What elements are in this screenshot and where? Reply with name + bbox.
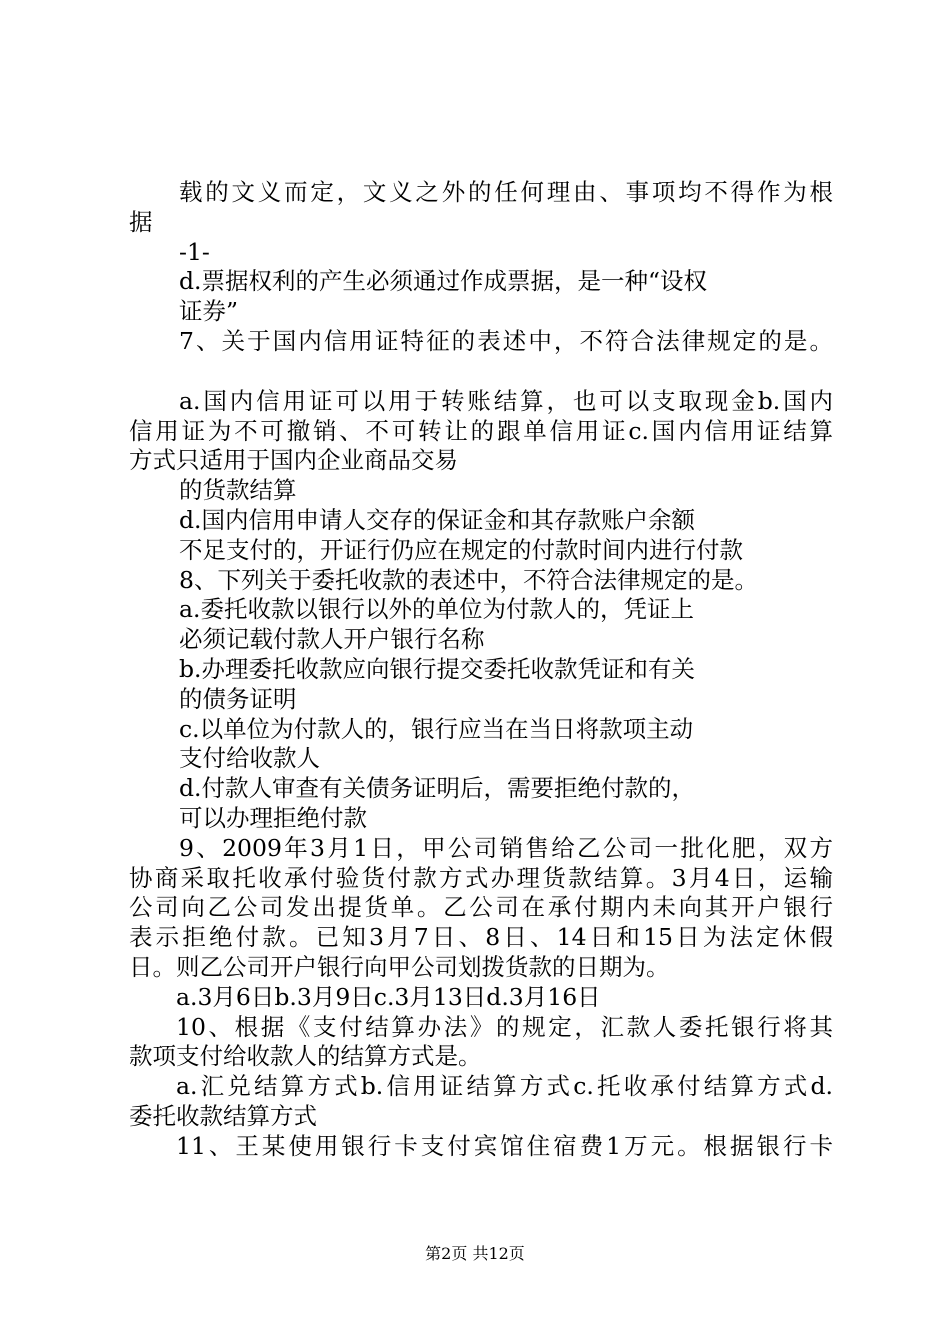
text-line: 支付给收款人 <box>179 744 320 773</box>
text-line: 公司向乙公司发出提货单。乙公司在承付期内未向其开户银行 <box>129 893 833 922</box>
text-line: 款项支付给收款人的结算方式是。 <box>129 1042 482 1071</box>
text-line: 信用证为不可撤销、不可转让的跟单信用证c.国内信用证结算 <box>129 416 833 445</box>
text-line: b.办理委托收款应向银行提交委托收款凭证和有关 <box>179 654 696 683</box>
text-line: 的货款结算 <box>179 476 297 505</box>
document-body <box>129 178 833 1162</box>
text-line: 协商采取托收承付验货付款方式办理货款结算。3月4日，运输 <box>129 863 833 892</box>
page-footer: 第2页 共12页 <box>425 1244 525 1263</box>
text-line: 必须记载付款人开户银行名称 <box>179 625 485 654</box>
text-line: d.国内信用申请人交存的保证金和其存款账户余额 <box>179 505 696 534</box>
text-line: 方式只适用于国内企业商品交易 <box>129 446 458 475</box>
text-line: 日。则乙公司开户银行向甲公司划拨货款的日期为。 <box>129 952 670 981</box>
question-7: 7、关于国内信用证特征的表述中，不符合法律规定的是。 <box>179 326 833 355</box>
question-9: 9、2009年3月1日，甲公司销售给乙公司一批化肥，双方 <box>179 833 833 862</box>
text-line: 载的文义而定，文义之外的任何理由、事项均不得作为根 <box>179 178 833 206</box>
text-line: 据 <box>129 207 153 236</box>
text-line: c.以单位为付款人的，银行应当在当日将款项主动 <box>179 714 694 743</box>
text-line: d.付款人审查有关债务证明后，需要拒绝付款的， <box>179 774 696 803</box>
text-line: a.3月6日b.3月9日c.3月13日d.3月16日 <box>176 982 601 1011</box>
question-11: 11、王某使用银行卡支付宾馆住宿费1万元。根据银行卡 <box>176 1131 833 1160</box>
text-line: a.委托收款以银行以外的单位为付款人的，凭证上 <box>179 595 694 624</box>
blank-line <box>129 357 833 387</box>
text-line: 表示拒绝付款。已知3月7日、8日、14日和15日为法定休假 <box>129 923 833 952</box>
text-line: 可以办理拒绝付款 <box>179 803 367 832</box>
text-line: a.汇兑结算方式b.信用证结算方式c.托收承付结算方式d. <box>176 1072 833 1101</box>
text-line: 不足支付的，开证行仍应在规定的付款时间内进行付款 <box>179 535 743 564</box>
text-line: 的债务证明 <box>179 684 297 713</box>
text-line: a.国内信用证可以用于转账结算，也可以支取现金b.国内 <box>179 386 833 415</box>
question-10: 10、根据《支付结算办法》的规定，汇款人委托银行将其 <box>176 1012 833 1041</box>
text-line: d.票据权利的产生必须通过作成票据，是一种“设权 <box>179 267 708 296</box>
page-marker: -1- <box>179 237 210 266</box>
question-8: 8、下列关于委托收款的表述中，不符合法律规定的是。 <box>179 565 758 594</box>
text-line: 证券” <box>179 297 239 326</box>
text-line: 委托收款结算方式 <box>129 1101 317 1130</box>
